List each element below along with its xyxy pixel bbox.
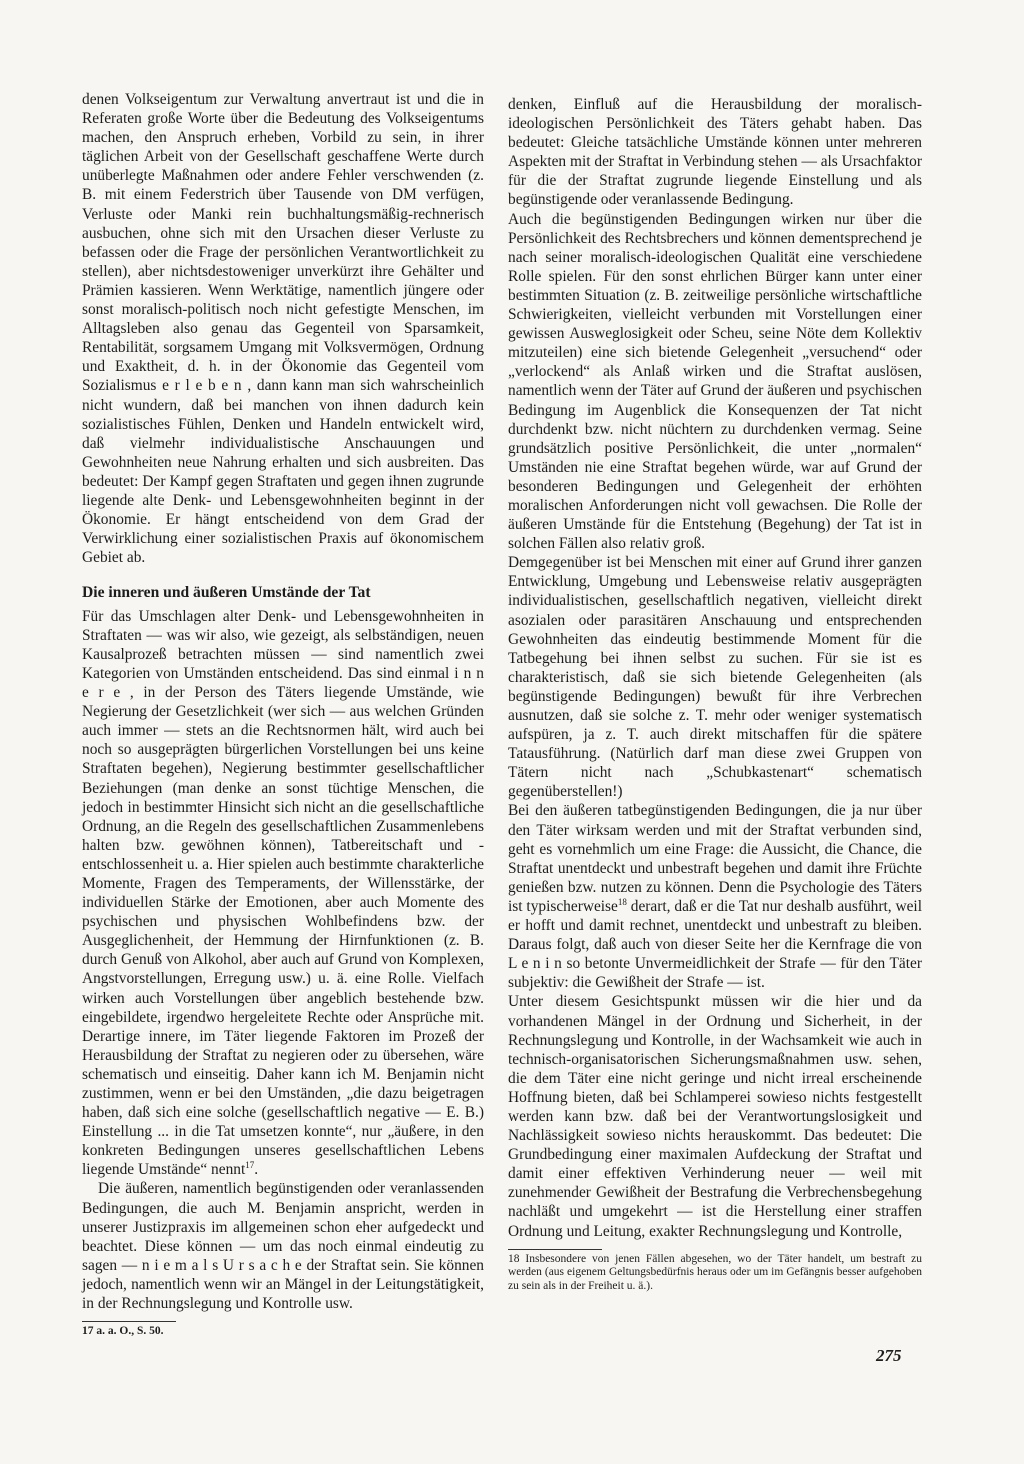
- footnote-divider: [82, 1321, 176, 1322]
- left-column: [82, 90, 484, 1339]
- footnote-18: 18 Insbesondere von jenen Fällen abgesehen, wo der Täter handelt, um bestraft zu werden (aus eigenem Geltungsbedürfnis heraus oder um im Gefängnis besser aufgehoben zu sein als in der Freiheit u. ä.).: [508, 1252, 922, 1293]
- left-paragraph-2-text: Für das Umschlagen alter Denk- und Lebensgewohnheiten in Straftaten — was wir also, wie gezeigt, als selbständigen, neuen Kausalprozeß betrachten müssen — sind namentlich zwei Kategorien von Umständen entscheidend. Das sind einmal i n n e r e , in der Person des Täters liegende Umstände, wie Negierung der Gesetzlichkeit (wer sich — aus welchen Gründen auch immer — stets an die Rechtsnormen hält, wird auch bei noch so ausgeprägten bürgerlichen Vorstellungen bei uns keine Straftaten begehen), Negierung bestimmter gesellschaftlicher Beziehungen (man denke an sonst tüchtige Menschen, die jedoch in bestimmter Hinsicht sich nicht an die gesellschaftliche Ordnung, an die Regeln des gesellschaftlichen Zusammenlebens halten bzw. gewöhnen können), Tatbereitschaft und -entschlossenheit u. a. Hier spielen auch bestimmte charakterliche Momente, Fragen des Temperaments, der Willensstärke, der individuellen Stärke der Emotionen, aber auch Momente des psychischen und physischen Wohlbefindens bzw. der Ausgeglichenheit, der Hemmung der Hirnfunktionen (z. B. durch Genuß von Alkohol, aber auch auf Grund von Komplexen, Angstvorstellungen, Erregung usw.) u. ä. eine Rolle. Vielfach wirken auch Vorstellungen über angeblich bestehende bzw. eingebildete, irgendwo hergeleitete Rechte oder Ansprüche mit. Derartige innere, im Täter liegende Faktoren im Prozeß der Herausbildung der Straftat zu negieren oder zu übersehen, wäre schematisch und einseitig. Daher kann ich M. Benjamin nicht zustimmen, wenn er bei den Umständen, „die dazu beigetragen haben, daß sich eine solche (gesellschaftlich negative — E. B.) Einstellung ... in die Tat umsetzen konnte“, nur „äußere, in den konkreten Bedingungen unseres gesellschaftlichen Lebens liegende Umstände“ nennt: [82, 607, 484, 1179]
- right-paragraph-4-text-a: Bei den äußeren tatbegünstigenden Bedingungen, die ja nur über den Täter wirksam werden und mit der Straftat verbunden sind, geht es vornehmlich um eine Frage: die Aussicht, die Chance, die Straftat unentdeckt und unbestraft begehen und damit ihre Früchte genießen bzw. nutzen zu können. Denn die Psychologie des Täters ist typischerweise: [508, 802, 922, 915]
- left-paragraph-2: Für das Umschlagen alter Denk- und Lebensgewohnheiten in Straftaten — was wir also, wie gezeigt, als selbständigen, neuen Kausalprozeß betrachten müssen — sind namentlich zwei Kategorien von Umständen entscheidend. Das sind einmal i n n e r e , in der Person des Täters liegende Umstände, wie Negierung der Gesetzlichkeit (wer sich — aus welchen Gründen auch immer — stets an die Rechtsnormen hält, wird auch bei noch so ausgeprägten bürgerlichen Vorstellungen bei uns keine Straftaten begehen), Negierung bestimmter gesellschaftlicher Beziehungen (man denke an sonst tüchtige Menschen, die jedoch in bestimmter Hinsicht sich nicht an die gesellschaftliche Ordnung, an die Regeln des gesellschaftlichen Zusammenlebens halten bzw. gewöhnen können), Tatbereitschaft und -entschlossenheit u. a. Hier spielen auch bestimmte charakterliche Momente, Fragen des Temperaments, der Willensstärke, der individuellen Stärke der Emotionen, aber auch Momente des psychischen und physischen Wohlbefindens bzw. der Ausgeglichenheit, der Hemmung der Hirnfunktionen (z. B. durch Genuß von Alkohol, aber auch auf Grund von Komplexen, Angstvorstellungen, Erregung usw.) u. ä. eine Rolle. Vielfach wirken auch Vorstellungen über angeblich bestehende bzw. eingebildete, irgendwo hergeleitete Rechte oder Ansprüche mit. Derartige innere, im Täter liegende Faktoren im Prozeß der Herausbildung der Straftat zu negieren oder zu übersehen, wäre schematisch und einseitig. Daher kann ich M. Benjamin nicht zustimmen, wenn er bei den Umständen, „die dazu beigetragen haben, daß sich eine solche (gesellschaftlich negative — E. B.) Einstellung ... in die Tat umsetzen konnte“, nur „äußere, in den konkreten Bedingungen unseres gesellschaftlichen Lebens liegende Umstände“ nennt$^{17}$.: [82, 607, 484, 1179]
- section-heading: Die inneren und äußeren Umstände der Tat: [82, 584, 371, 602]
- left-paragraph-1: denen Volkseigentum zur Verwaltung anvertraut ist und die in Referaten große Worte über die Bedeutung des Volkseigentums machen, den Anspruch erheben, Vorbild zu sein, in ihrer täglichen Arbeit von der Gesellschaft geschaffene Werte durch unüberlegte Maßnahmen oder andere Fehler verschwenden (z. B. mit einem Federstrich über Tausende von DM verfügen, Verluste oder Manki rein buchhaltungsmäßig-rechnerisch ausbuchen, ohne sich mit den Ursachen dieser Verluste zu befassen oder die Frage der persönlichen Verantwortlichkeit zu stellen), aber nichtsdestoweniger unverkürzt ihre Gehälter und Prämien kassieren. Wenn Werktätige, namentlich jüngere oder sonst moralisch-politisch noch nicht gefestigte Menschen, im Alltagsleben also genau das Gegenteil von Sparsamkeit, Rentabilität, sorgsamem Umgang mit Volksvermögen, Ordnung und Exaktheit, d. h. in der Ökonomie das Gegenteil vom Sozialismus e r l e b e n , dann kann man sich wahrscheinlich nicht wundern, daß bei manchen von ihnen dadurch kein sozialistisches Fühlen, Denken und Handeln entwickelt wird, daß vielmehr individualistische Anschauungen und Gewohnheiten neue Nahrung erhalten und sich ausbreiten. Das bedeutet: Der Kampf gegen Straftaten und gegen ihnen zugrunde liegende alte Denk- und Lebensgewohnheiten beginnt in der Ökonomie. Er hängt entscheidend von dem Grad der Verwirklichung einer sozialistischen Praxis auf ökonomischem Gebiet ab.: [82, 91, 484, 567]
- right-paragraph-4-text-b: derart, daß er die Tat nur deshalb ausführt, weil er hofft und damit rechnet, unentdeckt und unbestraft zu bleiben. Daraus folgt, daß auch von dieser Seite her die Kernfrage die von L e n i n so betonte Unvermeidlichkeit der Strafe — für den Täter subjektiv: die Gewißheit der Strafe — ist.: [508, 897, 922, 992]
- footnote-ref-18: 18: [617, 896, 627, 907]
- right-paragraph-2: Auch die begünstigenden Bedingungen wirken nur über die Persönlichkeit des Rechtsbrechers und können dementsprechend je nach seiner moralisch-ideologischen Qualität eine verschiedene Rolle spielen. Für den sonst ehrlichen Bürger kann unter einer bestimmten Situation (z. B. zeitweilige persönliche wirtschaftliche Schwierigkeiten, vielleicht verbunden mit Vorstellungen einer gewissen Ausweglosigkeit oder Scheu, seine Nöte dem Kollektiv mitzuteilen) eine sich bietende Gelegenheit „versuchend“ oder „verlockend“ als Anlaß wirken und die Straftat auslösen, namentlich wenn der Täter auf Grund der äußeren und psychischen Bedingung im Augenblick die Konsequenzen der Tat nicht durchdenkt bzw. nicht nüchtern zu durchdenken vermag. Seine grundsätzlich positive Persönlichkeit, die unter „normalen“ Umständen nie eine Straftat begehen würde, war auf Grund der besonderen Bedingungen und Gelegenheit der erhöhten moralischen Anforderungen nicht voll gewachsen. Die Rolle der äußeren Umstände für die Entstehung (Begehung) der Tat ist in solchen Fällen also relativ groß.: [508, 210, 922, 553]
- right-column: [508, 95, 922, 1294]
- page-number: 275: [876, 1346, 902, 1365]
- right-paragraph-5: Unter diesem Gesichtspunkt müssen wir die hier und da vorhandenen Mängel in der Ordnung und Sicherheit, in der Rechnungslegung und Kontrolle, in der Wachsamkeit wie auch in technisch-organisatorischen Sicherungsmaßnahmen usw. sehen, die dem Täter eine nicht geringe und nicht irreal erscheinende Hoffnung bieten, daß bei Schlamperei sowieso nichts festgestellt werden kann bzw. daß bei der Verantwortungslosigkeit und Nachlässigkeit sowieso nichts herauskommt. Das bedeutet: Die Grundbedingung einer maximalen Aufdeckung der Straftat und damit einer effektiven Verhinderung neuer — weil mit zunehmender Gewißheit der Bestrafung die Verbrechensbegehung nachläßt und umgekehrt — ist die Herstellung einer straffen Ordnung und Leitung, exakter Rechnungslegung und Kontrolle,: [508, 993, 922, 1240]
- left-paragraph-3: Die äußeren, namentlich begünstigenden oder veranlassenden Bedingungen, die auch M. Benjamin anspricht, werden in unserer Justizpraxis im allgemeinen schon eher aufgedeckt und beachtet. Diese können — um das noch einmal eindeutig zu sagen — n i e m a l s U r s a c h e der Straftat sein. Sie können jedoch, namentlich wenn wir an Mängel in der Leitungstätigkeit, in der Rechnungslegung und Kontrolle usw.: [82, 1180, 484, 1313]
- right-paragraph-1: denken, Einfluß auf die Herausbildung der moralisch-ideologischen Persönlichkeit des Täters gehabt haben. Das bedeutet: Gleiche tatsächliche Umstände können unter mehreren Aspekten mit der Straftat in Verbindung stehen — als Ursachfaktor für die der Straftat zugrunde liegende Einstellung und als begünstigende oder veranlassende Bedingung.: [508, 96, 922, 209]
- right-paragraph-4: [508, 801, 922, 992]
- right-footnote-divider: [508, 1249, 602, 1250]
- footnote-17: 17 a. a. O., S. 50.: [82, 1325, 164, 1338]
- footnote-ref-17: 17: [245, 1160, 255, 1171]
- right-paragraph-3: Demgegenüber ist bei Menschen mit einer auf Grund ihrer ganzen Entwicklung, Umgebung und Lebensweise relativ ausgeprägten individualistischen, gesellschaftlich negativen, vielleicht direkt asozialen oder parasitären Anschauung und entsprechenden Gewohnheiten das eindeutig bestimmende Moment für die Tatbegehung bei ihnen selbst zu suchen. Für sie ist es charakteristisch, daß sie sich bietende Gelegenheiten (als begünstigende Bedingungen) bewußt für ihre Verbrechen ausnutzen, daß sie solche z. T. mehr oder weniger systematisch aufspüren, ja z. T. auch direkt mitschaffen für die spätere Tatausführung. (Natürlich darf man diese zwei Gruppen von Tätern nicht nach „Schubkastenart“ schematisch gegenüberstellen!): [508, 554, 922, 801]
